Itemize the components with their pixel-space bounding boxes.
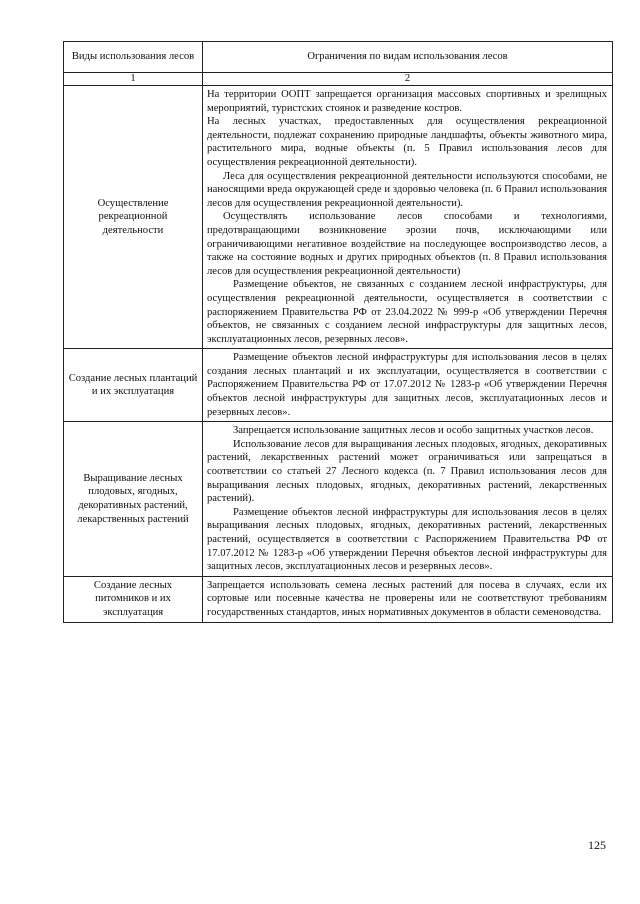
table-row	[64, 86, 613, 349]
restrictions-cell	[203, 422, 613, 577]
restriction-paragraph: Размещение объектов лесной инфраструктуры для использования лесов в целях создания лесных плантаций и их эксплуатации, осуществляется в соответствии с Распоряжением Правительства РФ от 17.07.2012 № 1283-р «Об утверждении Перечня объектов лесной инфраструктуры для защитных лесов, эксплуатационных лесов и резервных лесов».	[207, 352, 607, 418]
table-row	[64, 349, 613, 422]
column-number-2: 2	[203, 73, 613, 86]
header-forest-use-types: Виды использования лесов	[64, 42, 203, 73]
category-plantations: Создание лесных плантаций и их эксплуатация	[64, 349, 203, 422]
column-number-1: 1	[64, 73, 203, 86]
table-row	[64, 576, 613, 622]
table-header-row	[64, 42, 613, 73]
category-fruit-berry-plants: Выращивание лесных плодовых, ягодных, декоративных растений, лекарственных растений	[64, 422, 203, 577]
restriction-paragraph: На территории ООПТ запрещается организация массовых спортивных и зрелищных мероприятий, туристских стоянок и разведение костров.	[207, 89, 607, 114]
category-recreation: Осуществление рекреационной деятельности	[64, 86, 203, 349]
table-row	[64, 422, 613, 577]
restriction-paragraph: Леса для осуществления рекреационной деятельности используются способами, не наносящими вреда окружающей среде и здоровью человека (п. 6 Правил использования лесов для осуществления рекреационной деятельности).	[207, 170, 607, 209]
restriction-paragraph: На лесных участках, предоставленных для осуществления рекреационной деятельности, подлежат сохранению природные ландшафты, объекты животного мира, растительного мира, водные объекты (п. 5 Правил использования лесов для осуществления рекреационной деятельности).	[207, 116, 607, 168]
restriction-paragraph: Запрещается использовать семена лесных растений для посева в случаях, если их сортовые или посевные качества не проверены или не соответствуют требованиям государственных стандартов, иных нормативных документов в области семеноводства.	[207, 579, 607, 618]
page-number: 125	[588, 838, 606, 852]
header-restrictions: Ограничения по видам использования лесов	[203, 42, 613, 73]
restrictions-cell	[203, 576, 613, 622]
restriction-paragraph: Запрещается использование защитных лесов и особо защитных участков лесов.	[233, 425, 594, 437]
restriction-paragraph: Размещение объектов лесной инфраструктуры для использования лесов в целях выращивания лесных плодовых, ягодных, декоративных растений, лекарственных растений, осуществляется в соответствии с Распоряжением Правительства РФ от 17.07.2012 № 1283-р «Об утверждении Перечня объектов лесной инфраструктуры для защитных лесов, эксплуатационных лесов и резервных лесов».	[207, 506, 607, 573]
restriction-paragraph: Размещение объектов, не связанных с созданием лесной инфраструктуры, для осуществления рекреационной деятельности, осуществляется в соответствии с распоряжением Правительства РФ от 23.04.2022 № 999-р «Об утверждении Перечня объектов, не связанных с созданием лесной инфраструктуры для защитных лесов, эксплуатационных лесов, резервных лесов».	[207, 279, 607, 345]
restriction-paragraph: Осуществлять использование лесов способами и технологиями, предотвращающими возникновение эрозии почв, исключающими или ограничивающими негативное воздействие на последующее воспроизводство лесов, а также на состояние водных и других природных объектов (п. 8 Правил использования лесов для осуществления рекреационной деятельности)	[207, 211, 607, 277]
restrictions-cell	[203, 86, 613, 349]
restrictions-table	[63, 41, 613, 623]
column-number-row	[64, 73, 613, 86]
category-nurseries: Создание лесных питомников и их эксплуатация	[64, 576, 203, 622]
restriction-paragraph: Использование лесов для выращивания лесных плодовых, ягодных, декоративных растений, лекарственных растений может ограничиваться или запрещаться в соответствии со статьей 27 Лесного кодекса (п. 7 Правил использования лесов для выращивания лесных плодовых, ягодных, декоративных растений, лекарственных растений).	[207, 438, 607, 505]
restrictions-cell	[203, 349, 613, 422]
